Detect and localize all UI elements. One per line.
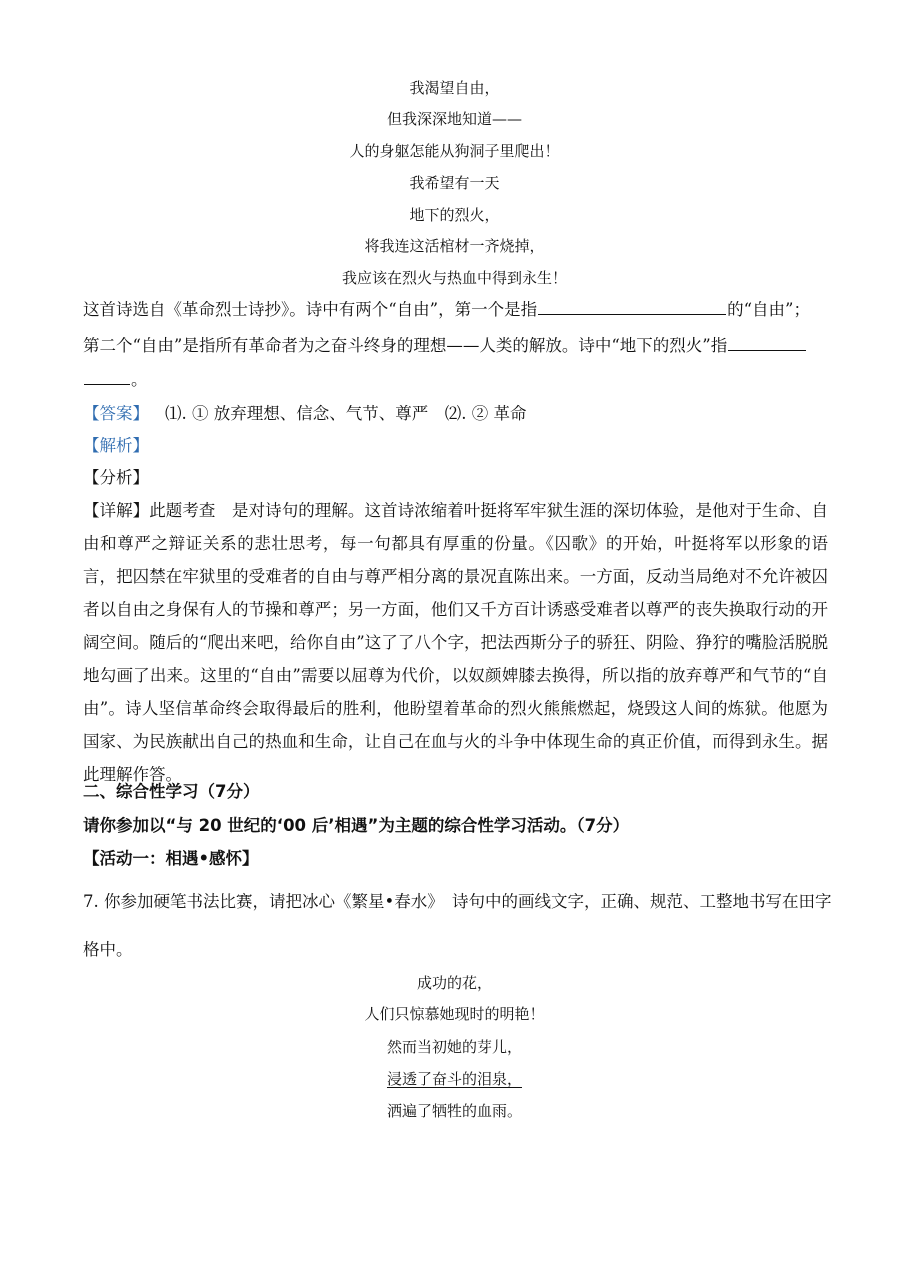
poem-1-line: 将我连这活棺材一齐烧掉， (364, 237, 545, 255)
poem-1-line: 但我深深地知道—— (386, 110, 522, 128)
activity-1-heading: 【活动一：相遇•感怀】 (83, 849, 259, 868)
poem-2-line: 成功的花， (416, 974, 492, 992)
question-6-line-3 (83, 368, 148, 392)
poem-1-line: 我渴望自由， (409, 79, 500, 97)
answer-label: 【答案】 (83, 404, 149, 423)
answer-content: ⑴. ① 放弃理想、信念、气节、尊严 ⑵. ② 革命 (165, 404, 527, 423)
poem-2-line: 洒遍了牺牲的血雨。 (386, 1102, 522, 1120)
poem-2-line: 然而当初她的芽儿， (386, 1038, 522, 1056)
detail-paragraph (83, 494, 828, 791)
section-2-title: 二、综合性学习（7分） (83, 782, 260, 801)
underlined-text: 浸透了奋斗的泪泉， (386, 1070, 522, 1088)
question-text: 的“自由”； (727, 300, 810, 319)
detail-text: 此题考查 是对诗句的理解。这首诗浓缩着叶挺将军牢狱生涯的深切体验，是他对于生命、自由和尊严之辩证关系的悲壮思考，每一句都具有厚重的份量。《囚歌》的开始，叶挺将军以形象的语言，把囚禁在牢狱里的受难者的自由与尊严相分离的景况直陈出来。一方面，反动当局绝对不允许被囚者以自由之身保有人的节操和尊严；另一方面，他们又千方百计诱惑受难者以尊严的丧失换取行动的开阔空间。随后的“爬出来吧，给你自由”这了了八个字，把法西斯分子的骄狂、阴险、狰狞的嘴脸活脱脱地勾画了出来。这里的“自由”需要以屈尊为代价，以奴颜婢膝去换得，所以指的放弃尊严和气节的“自由”。诗人坚信革命终会取得最后的胜利，他盼望着革命的烈火熊熊燃起，烧毁这人间的炼狱。他愿为国家、为民族献出自己的热血和生命，让自己在血与火的斗争中体现生命的真正价值，而得到永生。据此理解作答。 (83, 501, 829, 784)
question-7-line-1: 7. 你参加硬笔书法比赛，请把冰心《繁星•春水》 诗句中的画线文字，正确、规范、工整地书写在田字 (83, 892, 832, 911)
question-7-line-2: 格中。 (83, 940, 133, 959)
question-text: 这首诗选自《革命烈士诗抄》。诗中有两个“自由”，第一个是指 (83, 300, 538, 319)
question-text: 第二个“自由”是指所有革命者为之奋斗终身的理想——人类的解放。诗中“地下的烈火”指 (83, 336, 728, 355)
section-2-intro: 请你参加以“与 20 世纪的‘00 后’相遇”为主题的综合性学习活动。（7分） (83, 816, 630, 835)
poem-1-line: 我希望有一天 (409, 174, 500, 192)
question-6-line-1 (83, 298, 810, 322)
answer-blank-2 (728, 349, 806, 351)
poem-1-line: 地下的烈火， (409, 206, 500, 224)
poem-2-line: 人们只惊慕她现时的明艳！ (364, 1005, 545, 1023)
poem-1-line: 我应该在烈火与热血中得到永生！ (341, 269, 567, 287)
analysis-label: 【解析】 (83, 436, 149, 455)
poem-1-line: 人的身躯怎能从狗洞子里爬出！ (349, 142, 560, 160)
poem-2-underlined-line (0, 1068, 909, 1089)
answer-line (83, 402, 526, 426)
fenxi-label: 【分析】 (83, 468, 149, 487)
question-text: 。 (131, 370, 148, 389)
answer-blank-2-continued (84, 383, 130, 385)
answer-blank-1 (538, 313, 726, 315)
detail-label: 【详解】 (83, 501, 150, 520)
question-6-line-2 (83, 334, 807, 358)
